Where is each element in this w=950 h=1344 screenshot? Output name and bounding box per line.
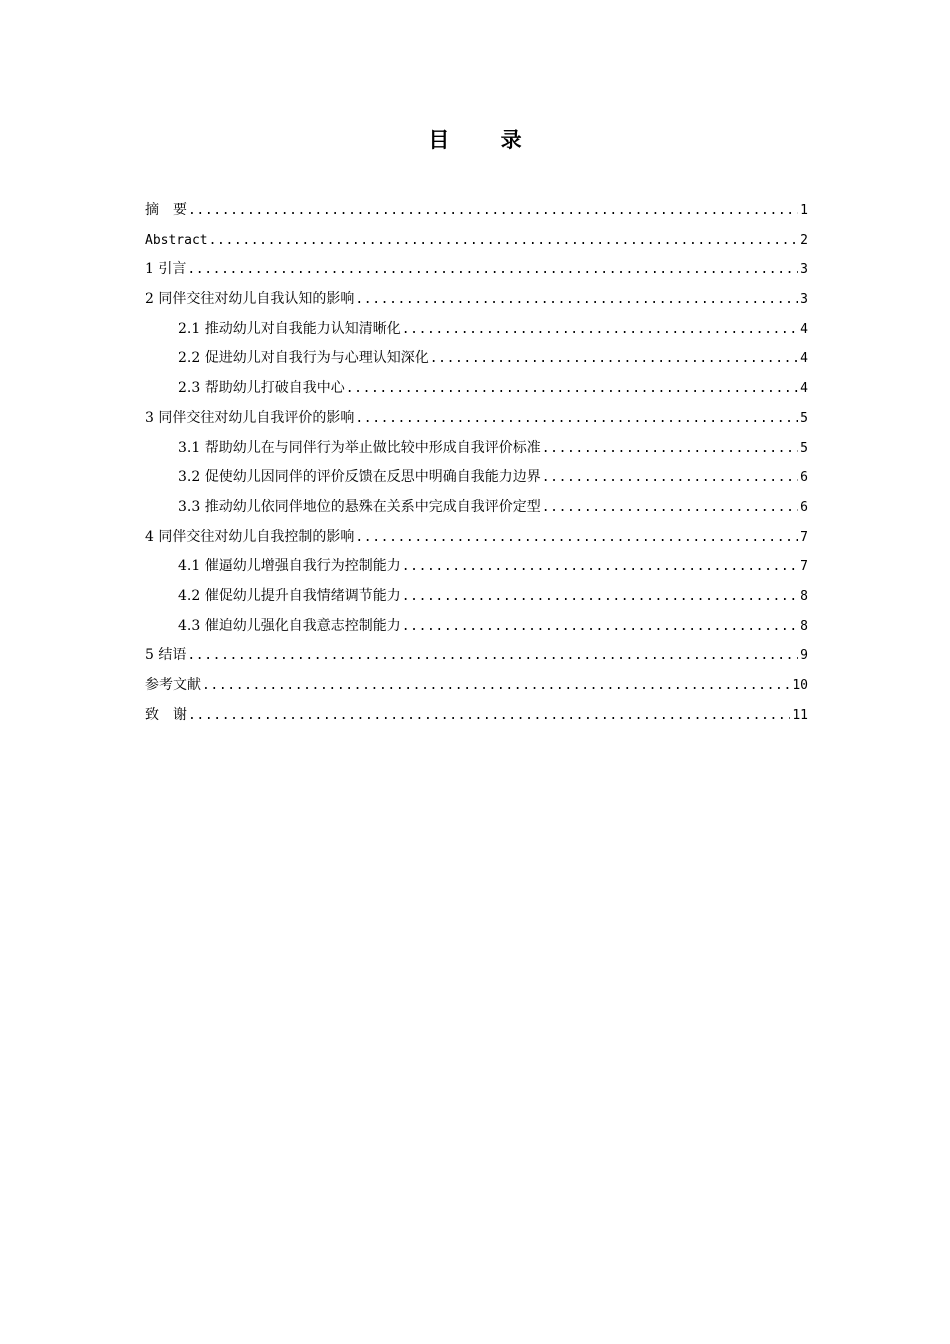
toc-entry-label: 5 结语 xyxy=(145,647,187,664)
toc-entry-page: 6 xyxy=(800,470,808,486)
toc-entry-section-3[interactable] xyxy=(145,404,808,434)
toc-entry-section-2[interactable] xyxy=(145,285,808,315)
toc-entry-section-2-1[interactable] xyxy=(145,315,808,345)
toc-leader-dots xyxy=(355,404,798,434)
toc-entry-page: 6 xyxy=(800,499,808,515)
toc-leader-dots xyxy=(402,552,798,582)
toc-leader-dots xyxy=(542,434,798,464)
toc-entry-section-3-3[interactable] xyxy=(145,493,808,523)
toc-entry-page: 4 xyxy=(800,351,808,367)
toc-entry-references[interactable] xyxy=(145,671,808,701)
toc-entry-page: 9 xyxy=(800,648,808,664)
toc-entry-acknowledgements[interactable] xyxy=(145,701,808,731)
toc-entry-section-5[interactable] xyxy=(145,641,808,671)
toc-entry-label: 2.2 促进幼儿对自我行为与心理认知深化 xyxy=(178,350,429,367)
toc-entry-section-2-2[interactable] xyxy=(145,344,808,374)
toc-entry-label: 4.2 催促幼儿提升自我情绪调节能力 xyxy=(178,587,401,604)
toc-entry-label: 3 同伴交往对幼儿自我评价的影响 xyxy=(145,409,355,426)
toc-entry-page: 7 xyxy=(800,559,808,575)
toc-entry-page: 1 xyxy=(800,203,808,218)
toc-entry-page: 4 xyxy=(800,381,808,397)
toc-leader-dots xyxy=(188,701,790,731)
toc-entry-label: 2 同伴交往对幼儿自我认知的影响 xyxy=(145,291,355,308)
toc-entry-label: 4 同伴交往对幼儿自我控制的影响 xyxy=(145,528,355,545)
toc-entry-label: 4.3 催迫幼儿强化自我意志控制能力 xyxy=(178,617,401,634)
toc-entry-section-2-3[interactable] xyxy=(145,374,808,404)
toc-leader-dots xyxy=(355,523,798,553)
toc-entry-page: 7 xyxy=(800,529,808,545)
toc-entry-page: 2 xyxy=(800,232,808,248)
toc-entry-page: 8 xyxy=(800,588,808,604)
toc-entry-section-4-2[interactable] xyxy=(145,582,808,612)
toc-entry-section-3-1[interactable] xyxy=(145,434,808,464)
toc-entry-label: 4.1 催逼幼儿增强自我行为控制能力 xyxy=(178,558,401,575)
toc-entry-section-3-2[interactable] xyxy=(145,463,808,493)
toc-entry-section-4[interactable] xyxy=(145,523,808,553)
toc-entry-label: 3.2 促使幼儿因同伴的评价反馈在反思中明确自我能力边界 xyxy=(178,469,541,486)
toc-entry-label: 3.3 推动幼儿依同伴地位的悬殊在关系中完成自我评价定型 xyxy=(178,498,541,515)
toc-entry-section-1[interactable] xyxy=(145,255,808,285)
toc-entry-page: 10 xyxy=(792,678,808,693)
toc-entry-page: 11 xyxy=(792,707,808,723)
toc-entry-label: 2.1 推动幼儿对自我能力认知清晰化 xyxy=(178,320,401,337)
toc-entry-label: 致 谢 xyxy=(145,706,187,723)
toc-leader-dots xyxy=(209,226,799,256)
toc-leader-dots xyxy=(542,463,798,493)
toc-entry-section-4-1[interactable] xyxy=(145,552,808,582)
toc-entry-abstract-en[interactable] xyxy=(145,226,808,256)
toc-leader-dots xyxy=(430,344,798,374)
toc-entry-page: 3 xyxy=(800,292,808,308)
toc-entry-label: 摘 要 xyxy=(145,202,187,218)
toc-leader-dots xyxy=(402,582,798,612)
table-of-contents xyxy=(145,196,808,730)
toc-leader-dots xyxy=(188,196,798,226)
toc-leader-dots xyxy=(187,255,798,285)
toc-leader-dots xyxy=(187,641,798,671)
toc-entry-page: 5 xyxy=(800,440,808,456)
toc-entry-label: 参考文献 xyxy=(145,677,201,693)
toc-entry-label: 3.1 帮助幼儿在与同伴行为举止做比较中形成自我评价标准 xyxy=(178,439,541,456)
toc-entry-page: 4 xyxy=(800,321,808,337)
toc-leader-dots xyxy=(402,612,798,642)
toc-entry-page: 3 xyxy=(800,262,808,278)
toc-entry-abstract-cn[interactable] xyxy=(145,196,808,226)
toc-leader-dots xyxy=(202,671,790,701)
toc-leader-dots xyxy=(346,374,798,404)
toc-leader-dots xyxy=(355,285,798,315)
toc-entry-label: 2.3 帮助幼儿打破自我中心 xyxy=(178,380,345,397)
toc-entry-section-4-3[interactable] xyxy=(145,612,808,642)
toc-entry-page: 5 xyxy=(800,410,808,426)
toc-entry-page: 8 xyxy=(800,618,808,634)
toc-leader-dots xyxy=(402,315,798,345)
toc-entry-label: Abstract xyxy=(145,232,208,248)
toc-title: 目 录 xyxy=(428,128,544,152)
toc-leader-dots xyxy=(542,493,798,523)
toc-entry-label: 1 引言 xyxy=(145,261,187,278)
